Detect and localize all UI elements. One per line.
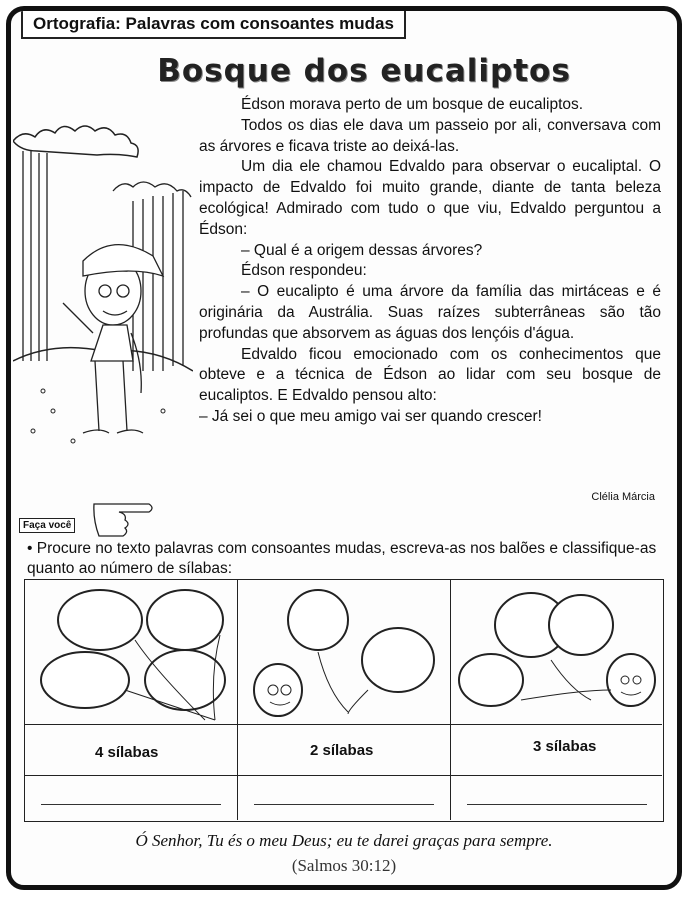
table-divider (25, 775, 237, 776)
story-title: Bosque dos eucaliptos (157, 53, 571, 89)
story-paragraph: Um dia ele chamou Edvaldo para observar o eucaliptal. O impacto de Edvaldo foi muito grande, diante de tanta beleza ecológica! Admirado com tudo o que viu, Edvaldo perguntou a Édson: (199, 158, 661, 238)
story-paragraph: Todos os dias ele dava um passeio por ali, conversava com as árvores e ficava triste ao deixá-las. (199, 116, 661, 155)
syllable-table (24, 579, 664, 822)
column-3-syllables (451, 580, 662, 820)
answer-line (467, 804, 647, 805)
answer-line (41, 804, 221, 805)
column-2-syllables (238, 580, 451, 820)
syllable-label: 3 sílabas (533, 738, 597, 755)
psalm-reference: (Salmos 30:12) (291, 856, 397, 875)
column-4-syllables (25, 580, 238, 820)
worksheet-page (6, 6, 682, 890)
exercise-instruction: • Procure no texto palavras com consoantes mudas, escreva-as nos balões e classifique-as quanto ao número de sílabas: (27, 540, 657, 577)
table-divider (238, 724, 450, 725)
faca-voce-badge: Faça você (19, 518, 75, 533)
story-paragraph: Édson morava perto de um bosque de eucaliptos. (241, 96, 584, 113)
story-paragraph: Édson respondeu: (241, 262, 367, 280)
story-text (199, 95, 661, 428)
table-divider (238, 775, 450, 776)
balloons-illustration (451, 580, 661, 724)
answer-line (254, 804, 434, 805)
balloons-illustration (25, 580, 237, 724)
story-paragraph: Edvaldo ficou emocionado com os conhecimentos que obteve e a técnica de Édson ao lidar com seu bosque de eucaliptos. E Edvaldo pensou alto: (199, 345, 661, 405)
syllable-label: 4 sílabas (95, 744, 159, 761)
topic-header: Ortografia: Palavras com consoantes mudas (21, 11, 406, 39)
story-paragraph: – Qual é a origem dessas árvores? (241, 241, 483, 259)
psalm-verse: Ó Senhor, Tu és o meu Deus; eu te darei graças para sempre. (135, 831, 553, 850)
syllable-label: 2 sílabas (310, 742, 374, 759)
story-paragraph: – Já sei o que meu amigo vai ser quando crescer! (199, 407, 542, 425)
boy-in-forest-illustration (13, 111, 193, 471)
table-divider (25, 724, 237, 725)
story-author: Clélia Márcia (591, 491, 655, 503)
table-divider (451, 724, 662, 725)
balloons-illustration (238, 580, 450, 724)
table-divider (451, 775, 662, 776)
story-paragraph: – O eucalipto é uma árvore da família das mirtáceas e é originária da Austrália. Suas raízes subterrâneas são tão profundas que absorvem as águas dos lençóis d'água. (199, 283, 661, 342)
